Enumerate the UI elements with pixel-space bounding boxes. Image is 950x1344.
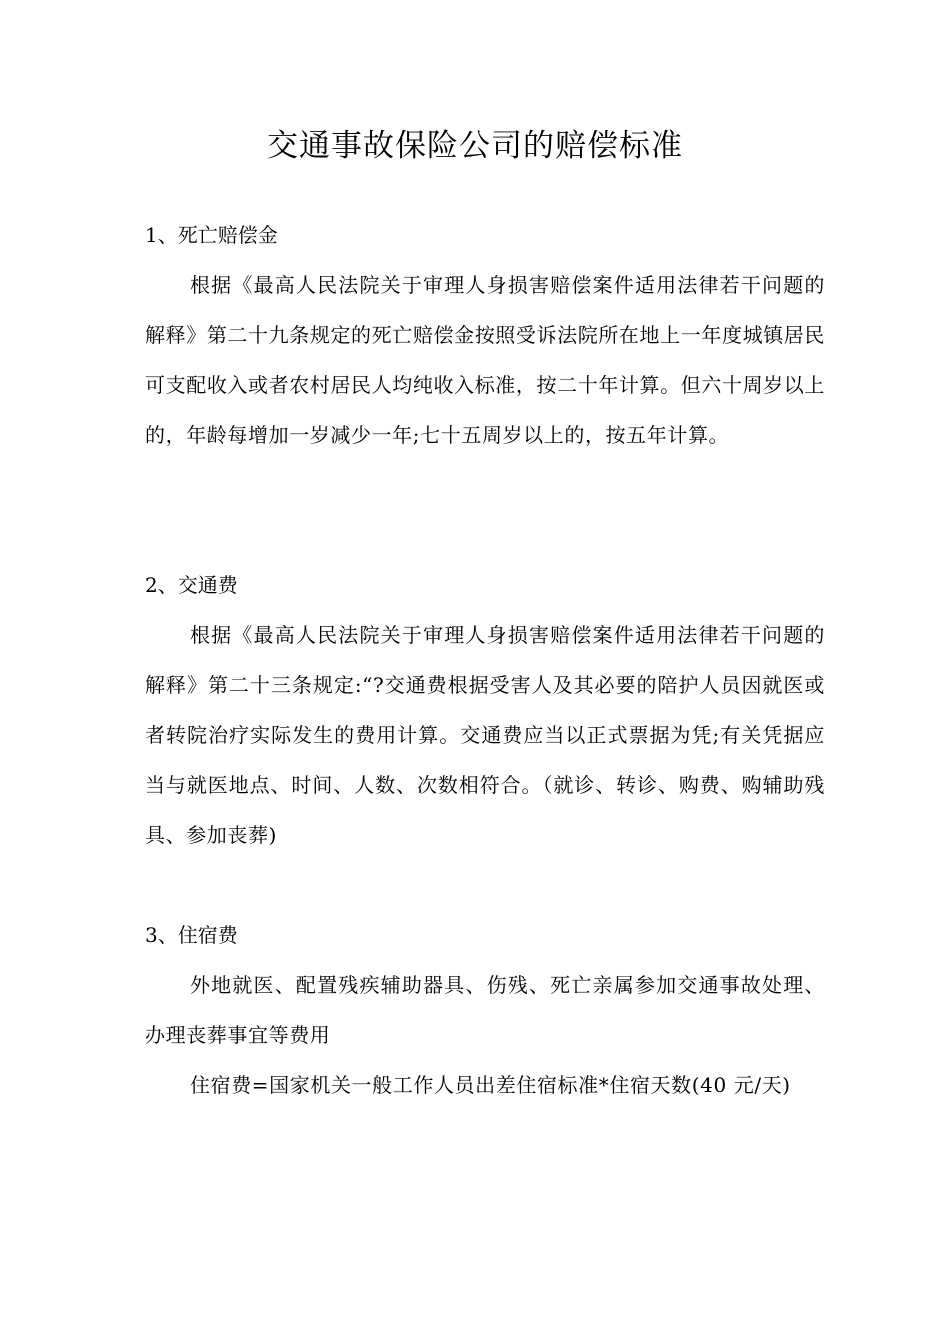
- section-transportation-fee: [145, 560, 825, 860]
- section-accommodation-fee: [145, 910, 825, 1110]
- section-paragraph: 外地就医、配置残疾辅助器具、伤残、死亡亲属参加交通事故处理、办理丧葬事宜等费用: [145, 973, 825, 1047]
- section-heading: 2、交通费: [145, 573, 238, 597]
- section-paragraph: 根据《最高人民法院关于审理人身损害赔偿案件适用法律若干问题的解释》第二十九条规定的死亡赔偿金按照受诉法院所在地上一年度城镇居民可支配收入或者农村居民人均纯收入标准，按二十年计算。但六十周岁以上的，年龄每增加一岁减少一年;七十五周岁以上的，按五年计算。: [145, 273, 825, 447]
- section-paragraph: 根据《最高人民法院关于审理人身损害赔偿案件适用法律若干问题的解释》第二十三条规定:“?交通费根据受害人及其必要的陪护人员因就医或者转院治疗实际发生的费用计算。交通费应当以正式票据为凭;有关凭据应当与就医地点、时间、人数、次数相符合。（就诊、转诊、购费、购辅助残具、参加丧葬): [145, 623, 825, 847]
- section-heading: 3、住宿费: [145, 923, 238, 947]
- document-title: 交通事故保险公司的赔偿标准: [267, 127, 683, 164]
- section-death-compensation: [145, 210, 825, 460]
- section-paragraph: 住宿费=国家机关一般工作人员出差住宿标准*住宿天数(40 元/天): [190, 1073, 791, 1097]
- section-heading: 1、死亡赔偿金: [145, 223, 278, 247]
